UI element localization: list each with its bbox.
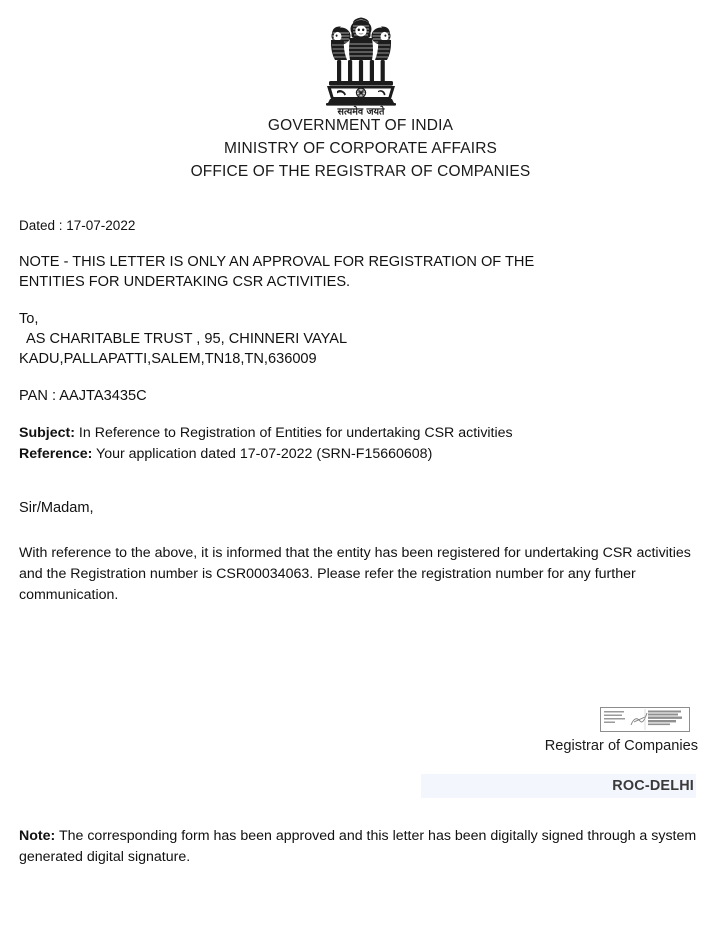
approval-note-line-1: NOTE - THIS LETTER IS ONLY AN APPROVAL FOR REGISTRATION OF THE [19,254,535,270]
state-emblem-of-india-icon [320,14,402,118]
footer-note-label: Note: [19,828,56,844]
footer-note-value: The corresponding form has been approved and this letter has been digitally signed through a system generated digital signature. [19,828,697,865]
svg-text:सत्यमेव जयते: सत्यमेव जयते [337,106,384,118]
reference-value: Your application dated 17-07-2022 (SRN-F15660608) [96,446,433,462]
reference-line [19,444,699,465]
letter-body [19,216,699,606]
header-line-ministry: MINISTRY OF CORPORATE AFFAIRS [223,140,498,157]
approval-note-banner [19,252,699,292]
addressee-address: KADU,PALLAPATTI,SALEM,TN18,TN,636009 [19,351,317,367]
emblem-container [0,14,721,123]
roc-office-label: ROC-DELHI [612,778,694,794]
footer-note [19,826,699,868]
pan-line: PAN : AAJTA3435C [19,388,147,404]
subject-value: In Reference to Registration of Entities for undertaking CSR activities [78,425,513,441]
digital-signature-stamp [600,707,690,732]
subject-line [19,423,699,444]
header-line-government: GOVERNMENT OF INDIA [267,117,454,134]
addressee-block [19,309,699,369]
subject-label: Subject: [19,425,75,441]
salutation: Sir/Madam, [19,500,94,516]
approval-note-line-2: ENTITIES FOR UNDERTAKING CSR ACTIVITIES. [19,274,351,290]
roc-office-band [421,774,696,798]
registrar-designation: Registrar of Companies [544,738,698,754]
addressee-name: AS CHARITABLE TRUST , 95, CHINNERI VAYAL [26,331,348,347]
header-line-office: OFFICE OF THE REGISTRAR OF COMPANIES [190,163,531,180]
addressee-to-label: To, [19,311,39,327]
dated-line: Dated : 17-07-2022 [19,218,136,233]
reference-label: Reference: [19,446,93,462]
body-paragraph: With reference to the above, it is informed that the entity has been registered for undertaking CSR activities and the Registration number is CSR00034063. Please refer the registration number for any further communication. [19,545,691,603]
letterhead [0,114,721,183]
